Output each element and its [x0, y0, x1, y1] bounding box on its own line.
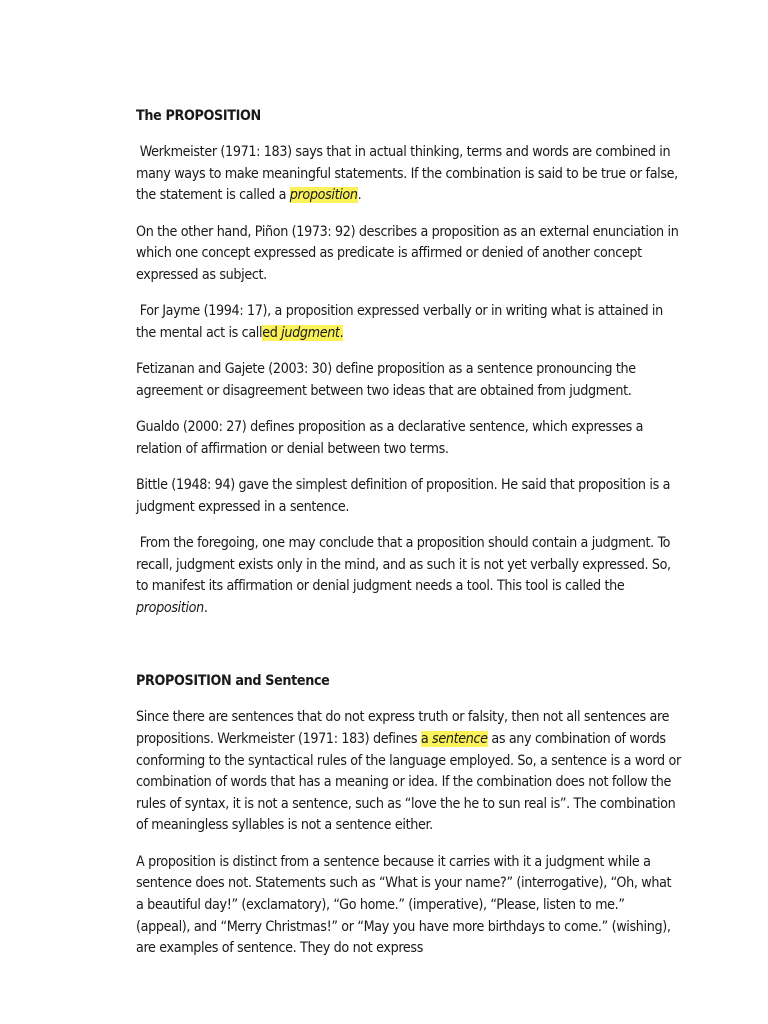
paragraph-foregoing: From the foregoing, one may conclude that a proposition should contain a judgment. To recall, judgment exists only in the mind, and as such it is not yet verbally expressed. So, to manifest its affirmation or denial judgment needs a tool. This tool is called the proposition. — [136, 535, 671, 616]
paragraph-fetizanan-gajete: Fetizanan and Gajete (2003: 30) define proposition as a sentence pronouncing the agreement or disagreement between two ideas that are obtained from judgment. — [136, 361, 636, 399]
italic-term-proposition: proposition — [136, 599, 204, 616]
paragraph-distinct: A proposition is distinct from a sentence because it carries with it a judgment while a sentence does not. Statements such as “What is your name?” (interrogative), “Oh, what a beautiful day!” (exclamatory), “Go home.” (imperative), “Please, listen to me.” (appeal), and “Merry Christmas!” or “May you have more birthdays to come.” (wishing), are examples of sentence. They do not express — [136, 853, 672, 957]
highlighted-term-proposition: proposition — [289, 187, 358, 204]
document-body — [136, 106, 681, 975]
paragraph-jayme: For Jayme (1994: 17), a proposition expressed verbally or in writing what is attained in the mental act is called judgment. — [136, 303, 663, 341]
section-gap — [136, 634, 681, 671]
paragraph-werkmeister: Werkmeister (1971: 183) says that in actual thinking, terms and words are combined in many ways to make meaningful statements. If the combination is said to be true or false, the statement is called a proposition. — [136, 144, 678, 204]
section-heading-proposition: The PROPOSITION — [136, 108, 261, 124]
paragraph-sentences: Since there are sentences that do not express truth or falsity, then not all sentences are propositions. Werkmeister (1971: 183) defines a sentence as any combination of words conforming to the syntactical rules of the language employed. So, a sentence is a word or combination of words that has a meaning or idea. If the combination does not follow the rules of syntax, it is not a sentence, such as “love the he to sun real is”. The combination of meaningless syllables is not a sentence either. — [136, 709, 681, 834]
paragraph-gualdo: Gualdo (2000: 27) defines proposition as a declarative sentence, which expresses a relation of affirmation or denial between two terms. — [136, 419, 644, 457]
paragraph-bittle: Bittle (1948: 94) gave the simplest definition of proposition. He said that proposition is a judgment expressed in a sentence. — [136, 477, 671, 515]
paragraph-pinon: On the other hand, Piñon (1973: 92) describes a proposition as an external enunciation in which one concept expressed as predicate is affirmed or denied of another concept expressed as subject. — [136, 223, 679, 283]
section-heading-proposition-and-sentence: PROPOSITION and Sentence — [136, 673, 330, 690]
highlighted-term-judgment: judgment — [281, 324, 340, 341]
highlighted-term-sentence: sentence — [432, 731, 488, 748]
